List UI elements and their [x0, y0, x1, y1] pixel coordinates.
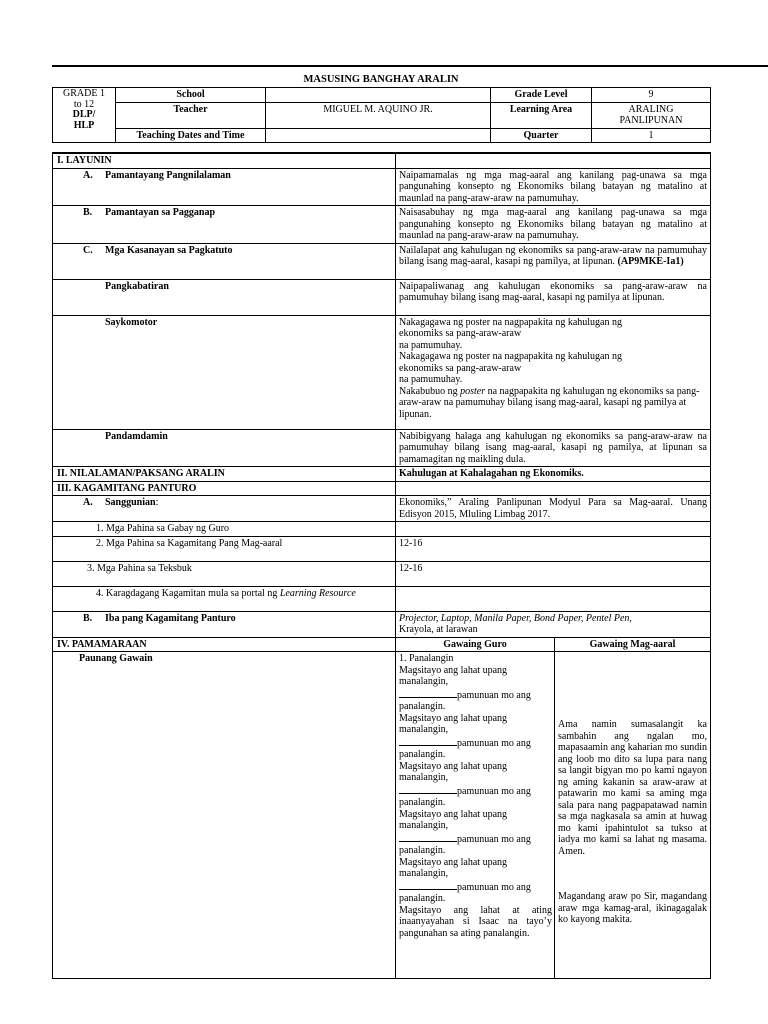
prayer-block: Magsitayo ang lahat upang manalangin, pamunuan mo ang panalangin.: [399, 712, 531, 760]
pangkabatiran-label: Pangkabatiran: [53, 279, 396, 315]
lesson-plan-table: [52, 152, 711, 979]
teacher-value: MIGUEL M. AQUINO JR.: [266, 102, 491, 128]
dates-value: [266, 128, 491, 143]
pandamdamin-label: Pandamdamin: [53, 429, 396, 467]
prayer-block: Magsitayo ang lahat upang manalangin, pamunuan mo ang panalangin.: [399, 808, 531, 856]
learning-area-label: Learning Area: [491, 102, 592, 128]
kasanayan-label: C. Mga Kasanayan sa Pagkatuto: [53, 243, 396, 279]
panalangin-final-text: Magsitayo ang lahat at ating inaanyayahan si Isaac na tayo’y pangunahan sa ating panalangin.: [399, 904, 552, 939]
grade-line: to 12: [73, 98, 95, 110]
pamantayang-pangnilalaman-text: Naipamamalas ng mga mag-aaral ang kanilang pag-unawa sa mga pangunahing konsepto ng Ekonomiks bilang batayan ng matalino at maunlad na pang-araw-araw na pamumuhay.: [396, 168, 711, 206]
sanggunian-label: A. Sanggunian:: [53, 496, 396, 522]
panalangin-label: 1. Panalangin: [399, 653, 454, 664]
student-greeting: Magandang araw po Sir, magandang araw mga kamag-aral, ikinagagalak ko kayong makita.: [558, 891, 707, 925]
blank-line: [399, 688, 457, 698]
prayer-block: Magsitayo ang lahat upang manalangin, pamunuan mo ang panalangin.: [399, 664, 531, 712]
karagdagang-kagamitan-label: 4. Karagdagang Kagamitan mula sa portal ng Learning Resource: [53, 586, 396, 611]
blank-line: [399, 832, 457, 842]
school-label: School: [116, 88, 266, 103]
teacher-label: Teacher: [116, 102, 266, 128]
quarter-label: Quarter: [491, 128, 592, 143]
top-rule: [52, 65, 768, 67]
kagamitang-pang-magaaral-label: 2. Mga Pahina sa Kagamitang Pang Mag-aaral: [53, 536, 396, 561]
grade-line: GRADE 1: [63, 88, 105, 99]
pandamdamin-text: Nabibigyang halaga ang kahulugan ng ekonomiks sa pang-araw-araw na pamumuhay bilang isang mag-aaral, kasapi ng pamilya, at lipunan sa pamamagitan ng maikling dula.: [396, 429, 711, 467]
competency-code: (AP9MKE-Ia1): [617, 256, 684, 267]
grade-cell: [53, 88, 116, 143]
pamantayang-pangnilalaman-label: A. Pamantayang Pangnilalaman: [53, 168, 396, 206]
pamamaraan-heading: IV. PAMAMARAAN: [53, 637, 396, 652]
kasanayan-text: Nailalapat ang kahulugan ng ekonomiks sa pang-araw-araw na pamumuhay bilang isang mag-aaral, kasapi ng pamilya, at lipunan. (AP9MKE-Ia1): [396, 243, 711, 279]
learning-area-value: ARALING PANLIPUNAN: [592, 102, 711, 128]
blank-line: [399, 736, 457, 746]
gabay-ng-guro-value: [396, 522, 711, 537]
kagamitan-heading: III. KAGAMITANG PANTURO: [53, 481, 396, 496]
prayer-block: Magsitayo ang lahat upang manalangin, pamunuan mo ang panalangin.: [399, 760, 531, 808]
nilalaman-heading: II. NILALAMAN/PAKSANG ARALIN: [53, 467, 396, 482]
quarter-value: 1: [592, 128, 711, 143]
teksbuk-label: 3. Mga Pahina sa Teksbuk: [53, 561, 396, 586]
prayer-block: Magsitayo ang lahat upang manalangin, pamunuan mo ang panalangin.: [399, 856, 531, 904]
pamantayan-sa-pagganap-text: Naisasabuhay ng mga mag-aaral ang kanilang pag-unawa sa mga pangunahing konsepto ng Ekonomiks bilang batayan ng matalino at maunlad na pang-araw-araw na pamumuhay.: [396, 206, 711, 244]
karagdagang-kagamitan-value: [396, 586, 711, 611]
iba-pang-kagamitan-value: Projector, Laptop, Manila Paper, Bond Paper, Pentel Pen, Krayola, at larawan: [396, 611, 711, 637]
grade-level-label: Grade Level: [491, 88, 592, 103]
paunang-gawain-label: Paunang Gawain: [53, 652, 396, 979]
pangkabatiran-text: Naipapaliwanag ang kahulugan ekonomiks sa pang-araw-araw na pamumuhay bilang isang mag-aaral, kasapi ng pamilya at lipunan.: [396, 279, 711, 315]
grade-level-value: 9: [592, 88, 711, 103]
layunin-heading-value: [396, 153, 711, 168]
gawaing-guro-cell: [396, 652, 555, 979]
sanggunian-value: Ekonomiks,” Araling Panlipunan Modyul Para sa Mag-aaral. Unang Edisyon 2015, Mluling Limbag 2017.: [396, 496, 711, 522]
gawaing-guro-header: Gawaing Guro: [396, 637, 555, 652]
blank-line: [399, 784, 457, 794]
nilalaman-value: Kahulugan at Kahalagahan ng Ekonomiks.: [396, 467, 711, 482]
header-table: [52, 87, 711, 143]
grade-line: HLP: [73, 119, 95, 131]
grade-line: DLP/: [72, 109, 96, 120]
gabay-ng-guro-label: 1. Mga Pahina sa Gabay ng Guro: [53, 522, 396, 537]
dates-label: Teaching Dates and Time: [116, 128, 266, 143]
kagamitang-pang-magaaral-value: 12-16: [396, 536, 711, 561]
gawaing-magaaral-cell: [555, 652, 711, 979]
kagamitan-heading-value: [396, 481, 711, 496]
saykomotor-text: Nakagagawa ng poster na nagpapakita ng kahulugan ng ekonomiks sa pang-araw-araw na pamumuhay. Nakagagawa ng poster na nagpapakita ng kahulugan ng ekonomiks sa pang-araw-araw na pamumuhay. Nakabubuo ng poster na nagpapakita ng kahulugan ng ekonomiks sa pang-araw-araw na pamumuhay bilang isang mag-aaral, kasapi ng pamilya at lipunan.: [396, 315, 711, 429]
blank-line: [399, 880, 457, 890]
saykomotor-label: Saykomotor: [53, 315, 396, 429]
iba-pang-kagamitan-label: B. Iba pang Kagamitang Panturo: [53, 611, 396, 637]
pamantayan-sa-pagganap-label: B. Pamantayan sa Pagganap: [53, 206, 396, 244]
document-title: MASUSING BANGHAY ARALIN: [303, 74, 459, 85]
layunin-heading: I. LAYUNIN: [53, 153, 396, 168]
school-value: [266, 88, 491, 103]
gawaing-magaaral-header: Gawaing Mag-aaral: [555, 637, 711, 652]
student-prayer: Ama namin sumasalangit ka sambahin ang ngalan mo, mapasaamin ang kaharian mo sundin ang loob mo dito sa lupa para nang sa langit bigyan mo po kami ngayon ng aming kakanin sa araw-araw at patawarin mo kami sa aming mga sala para nang pagpapatawad namin sa mga nagkasala sa amin at huwag mo kami ipahintulot sa tukso at iadya mo kami sa lahat ng masama. Amen.: [558, 719, 707, 857]
teksbuk-value: 12-16: [396, 561, 711, 586]
